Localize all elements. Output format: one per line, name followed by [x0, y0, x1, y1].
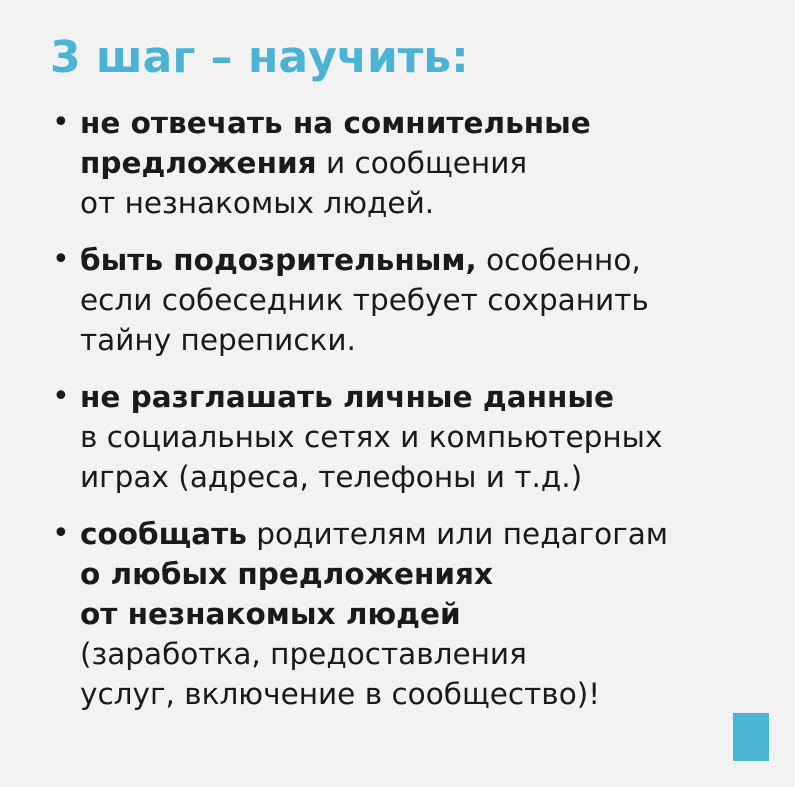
list-item [52, 377, 768, 497]
list-item-plain: от незнакомых людей. [80, 186, 435, 220]
list-item-text [80, 377, 768, 497]
accent-square-decoration [733, 713, 769, 761]
list-item-bold: не разглашать личные данные [80, 380, 615, 414]
list-item-text [80, 103, 768, 223]
list-item-plain: тайну переписки. [80, 323, 356, 357]
list-item-plain: (заработка, предоставления [80, 637, 527, 671]
bullet-list [52, 103, 768, 731]
list-item-plain: услуг, включение в сообщество)! [80, 677, 601, 711]
list-item-plain: особенно, [476, 243, 641, 277]
list-item [52, 240, 768, 360]
list-item-plain: если собеседник требует сохранить [80, 283, 649, 317]
list-item-bold: быть подозрительным, [80, 243, 477, 277]
bullet-marker-icon: • [52, 379, 70, 414]
bullet-marker-icon: • [52, 516, 70, 551]
list-item-bold: о любых предложениях [80, 557, 493, 591]
list-item-plain: в социальных сетях и компьютерных [80, 420, 663, 454]
list-item-plain: играх (адреса, телефоны и т.д.) [80, 460, 583, 494]
list-item-bold: не отвечать на сомнительные [80, 106, 591, 140]
list-item [52, 514, 768, 714]
list-item-text [80, 240, 768, 360]
bullet-marker-icon: • [52, 242, 70, 277]
list-item-bold: от незнакомых людей [80, 597, 461, 631]
list-item-bold: сообщать [80, 517, 247, 551]
page-title: 3 шаг – научить: [50, 32, 469, 83]
list-item-text [80, 514, 768, 714]
bullet-marker-icon: • [52, 105, 70, 140]
list-item-plain: и сообщения [316, 146, 528, 180]
list-item-plain: родителям или педагогам [246, 517, 669, 551]
list-item [52, 103, 768, 223]
list-item-bold: предложения [80, 146, 317, 180]
